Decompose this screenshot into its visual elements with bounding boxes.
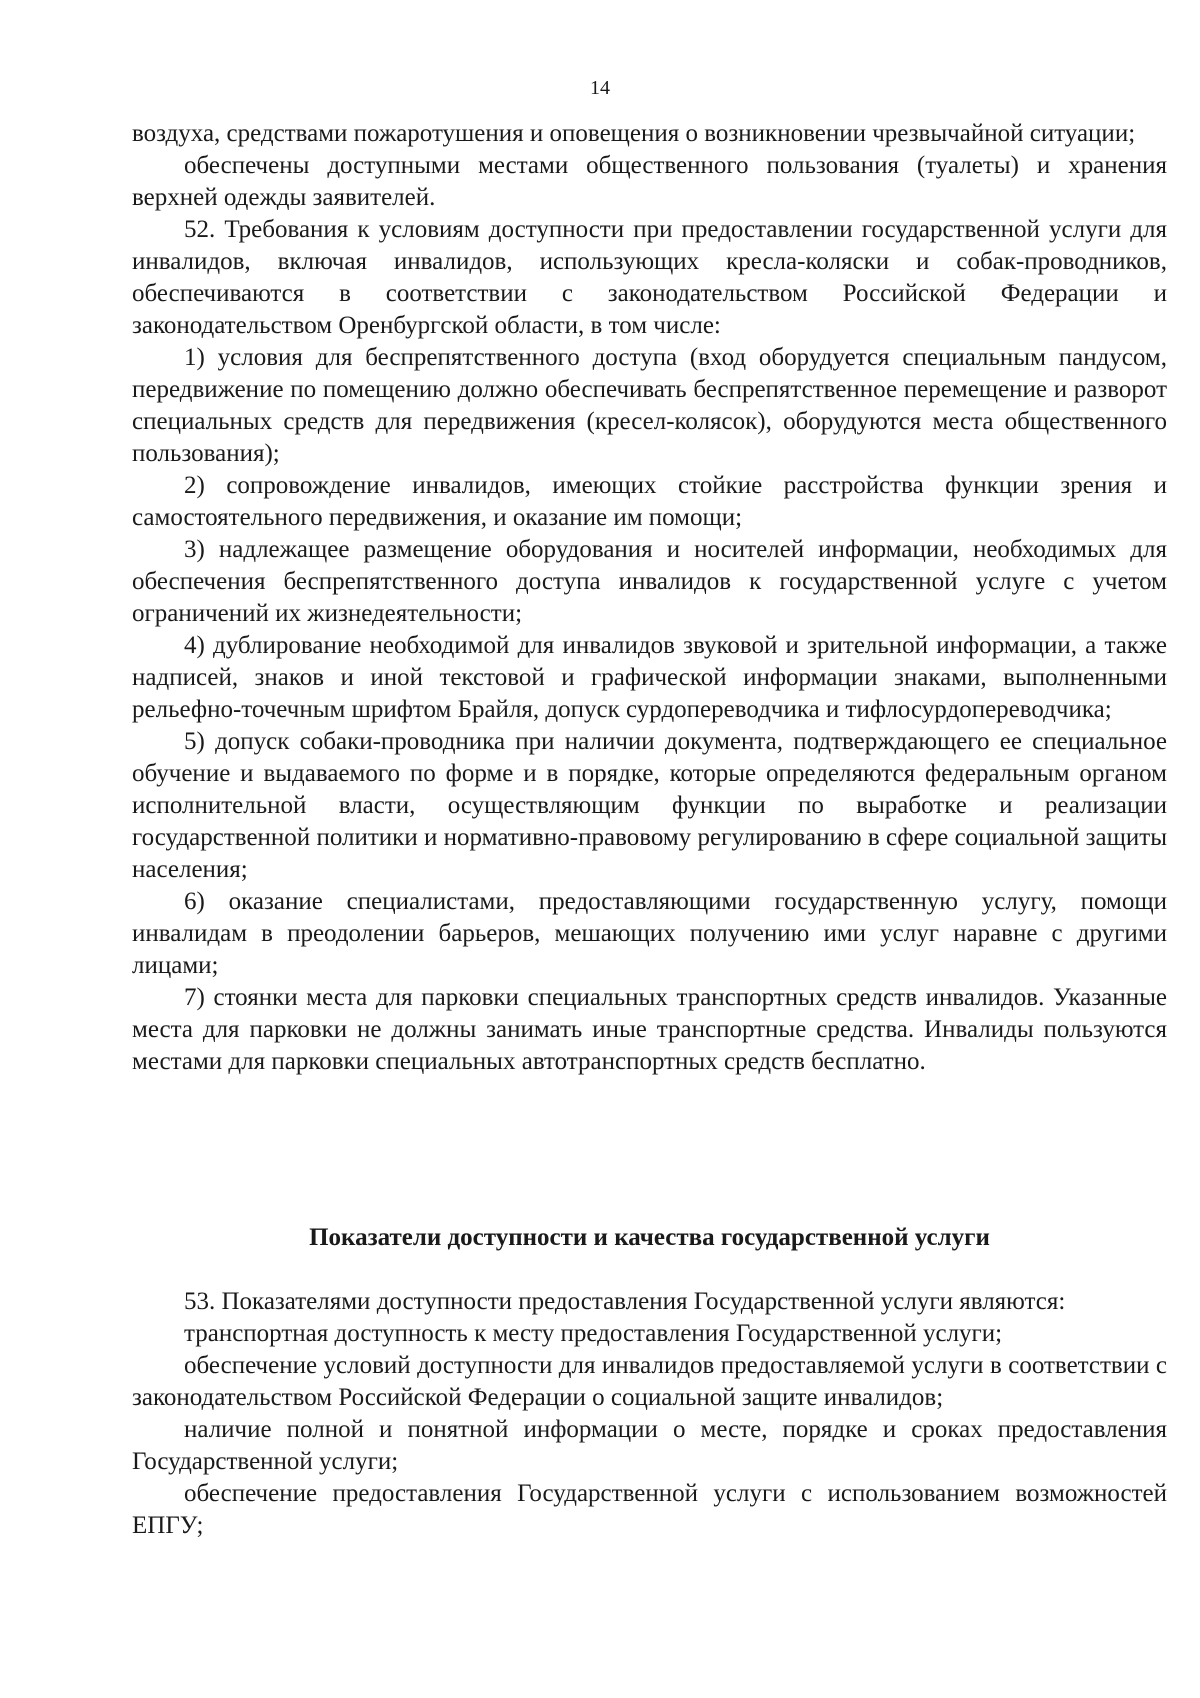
indicator-item: обеспечение предоставления Государственной услуги с использованием возможностей ЕПГУ; xyxy=(132,1480,1167,1539)
paragraph-52: 52. Требования к условиям доступности при предоставлении государственной услуги для инвалидов, включая инвалидов, использующих кресла-коляски и собак-проводников, обеспечиваются в соответствии с законодательством Российской Федерации и законодательством Оренбургской области, в том числе: xyxy=(132,216,1167,339)
list-item-3: 3) надлежащее размещение оборудования и носителей информации, необходимых для обеспечения беспрепятственного доступа инвалидов к государственной услуге с учетом ограничений их жизнедеятельности; xyxy=(132,536,1167,627)
indicator-item: транспортная доступность к месту предоставления Государственной услуги; xyxy=(184,1320,1003,1347)
list-item-4: 4) дублирование необходимой для инвалидов звуковой и зрительной информации, а также надписей, знаков и иной текстовой и графической информации знаками, выполненными рельефно-точечным шрифтом Брайля, допуск сурдопереводчика и тифлосурдопереводчика; xyxy=(132,632,1167,723)
section-heading: Показатели доступности и качества государственной услуги xyxy=(309,1224,990,1251)
list-item-7: 7) стоянки места для парковки специальных транспортных средств инвалидов. Указанные места для парковки не должны занимать иные транспортные средства. Инвалиды пользуются местами для парковки специальных автотранспортных средств бесплатно. xyxy=(132,984,1167,1075)
paragraph-continuation: воздуха, средствами пожаротушения и оповещения о возникновении чрезвычайной ситуации; xyxy=(132,120,1136,147)
list-item-6: 6) оказание специалистами, предоставляющими государственную услугу, помощи инвалидам в преодолении барьеров, мешающих получению ими услуг наравне с другими лицами; xyxy=(132,888,1167,979)
list-item-2: 2) сопровождение инвалидов, имеющих стойкие расстройства функции зрения и самостоятельного передвижения, и оказание им помощи; xyxy=(132,472,1167,531)
page-number: 14 xyxy=(590,77,610,99)
list-item-5: 5) допуск собаки-проводника при наличии документа, подтверждающего ее специальное обучение и выдаваемого по форме и в порядке, которые определяются федеральным органом исполнительной власти, осуществляющим функции по выработке и реализации государственной политики и нормативно-правовому регулированию в сфере социальной защиты населения; xyxy=(132,728,1167,883)
paragraph-public-places: обеспечены доступными местами общественного пользования (туалеты) и хранения верхней одежды заявителей. xyxy=(132,152,1167,211)
section-quality-indicators xyxy=(132,1222,1167,1542)
list-item-1: 1) условия для беспрепятственного доступа (вход оборудуется специальным пандусом, передвижение по помещению должно обеспечивать беспрепятственное перемещение и разворот специальных средств для передвижения (кресел-колясок), оборудуются места общественного пользования); xyxy=(132,344,1167,467)
section-accessibility-requirements xyxy=(132,118,1167,1078)
indicator-item: обеспечение условий доступности для инвалидов предоставляемой услуги в соответствии с законодательством Российской Федерации о социальной защите инвалидов; xyxy=(132,1352,1167,1411)
indicator-item: наличие полной и понятной информации о месте, порядке и сроках предоставления Государственной услуги; xyxy=(132,1416,1167,1475)
paragraph-53: 53. Показателями доступности предоставления Государственной услуги являются: xyxy=(184,1288,1066,1315)
